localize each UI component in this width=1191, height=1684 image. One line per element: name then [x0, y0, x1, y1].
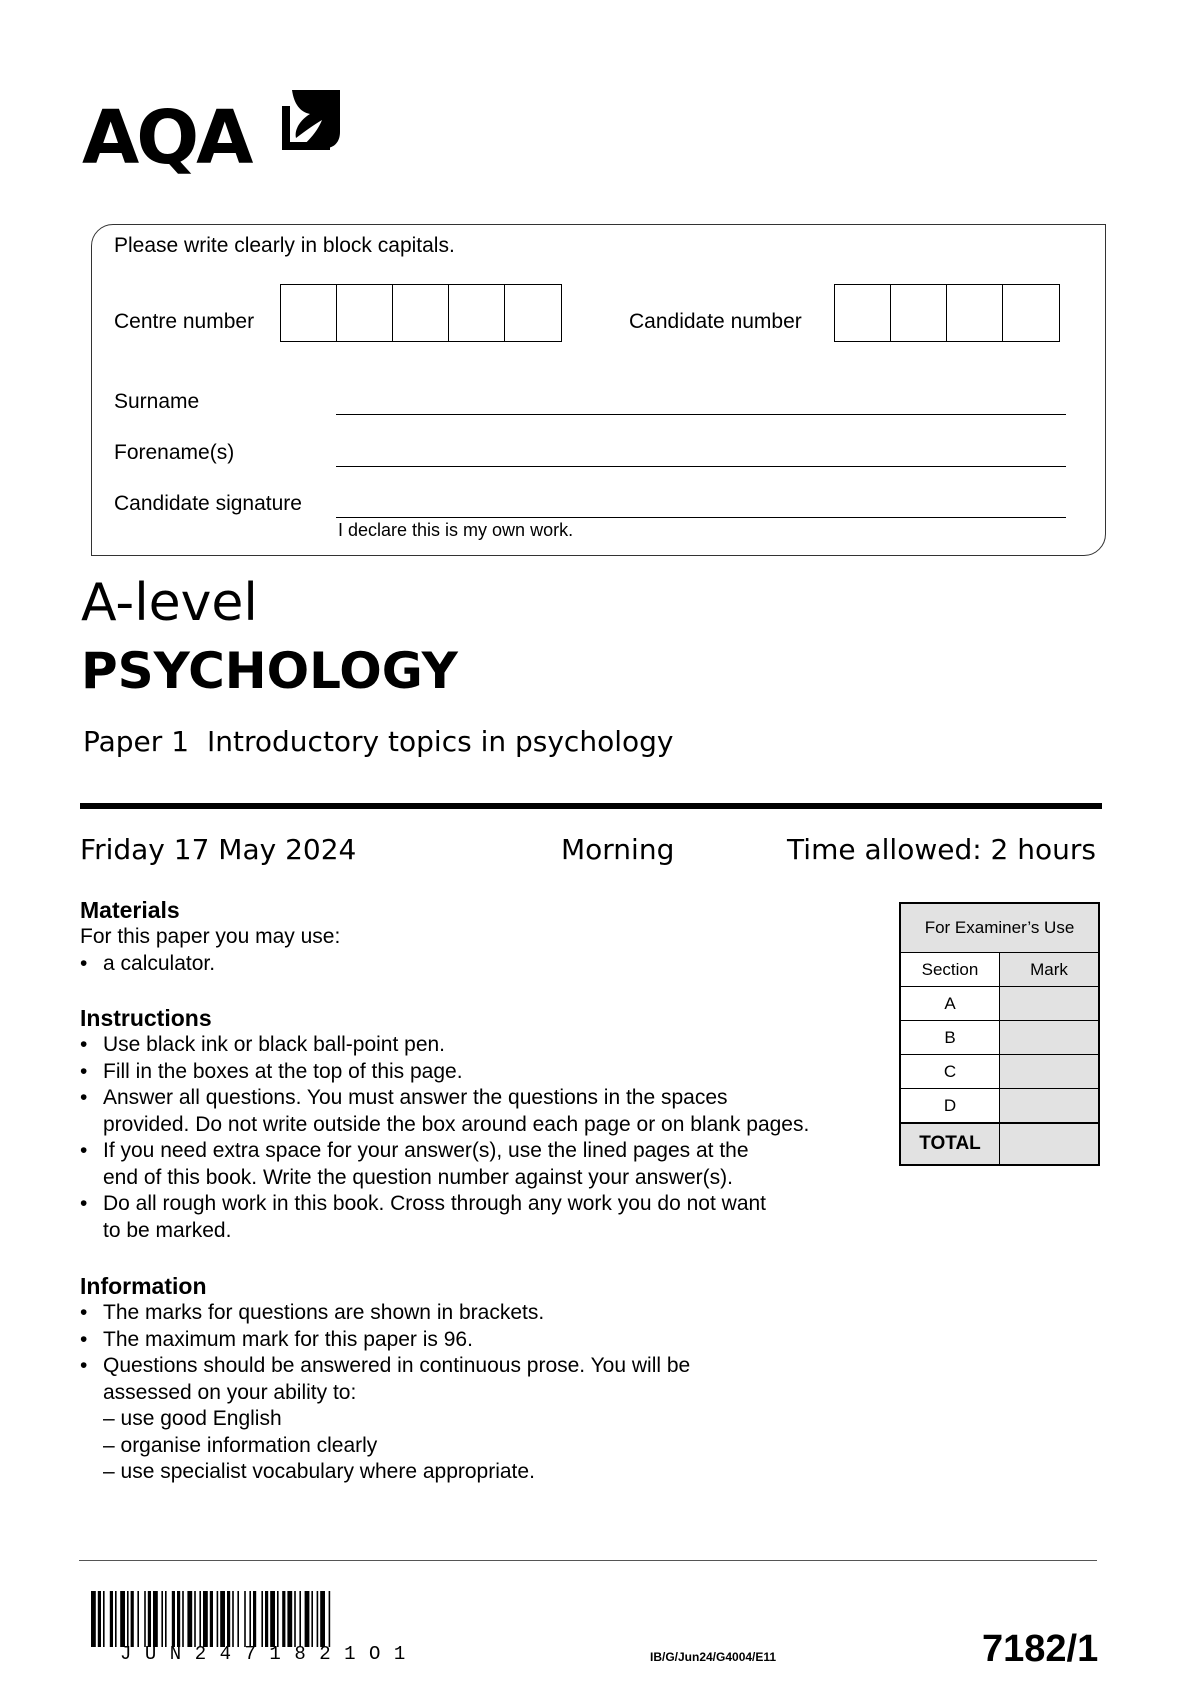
instructions-list: [80, 1032, 900, 1244]
paper-number: Paper 1: [83, 725, 190, 758]
section-column-header: Section: [901, 953, 1000, 986]
signature-label: Candidate signature: [114, 492, 302, 515]
subject-title: PSYCHOLOGY: [81, 642, 458, 700]
aqa-logo: [82, 88, 352, 188]
footer-divider: [79, 1560, 1097, 1561]
examiner-table-header-row: [901, 952, 1098, 986]
instructions-section: [80, 1004, 900, 1244]
logo-wordmark: AQA: [82, 95, 251, 181]
section-label: A: [901, 987, 1000, 1020]
exam-date: Friday 17 May 2024: [80, 833, 357, 866]
declaration-text: I declare this is my own work.: [338, 520, 574, 540]
mark-cell: [1000, 1055, 1098, 1088]
centre-number-label: Centre number: [114, 310, 255, 333]
surname-label: Surname: [114, 390, 200, 413]
mark-cell: [1000, 987, 1098, 1020]
materials-intro: For this paper you may use:: [80, 925, 341, 948]
centre-number-digit[interactable]: [393, 285, 449, 341]
total-row: [901, 1122, 1098, 1164]
signature-field[interactable]: [336, 517, 1066, 518]
candidate-number-digit[interactable]: [835, 285, 891, 341]
candidate-number-boxes[interactable]: [834, 284, 1060, 342]
materials-heading: Materials: [80, 897, 180, 923]
list-item: • Do all rough work in this book. Cross through any work you do not want to be marked.: [80, 1191, 900, 1244]
information-section: [80, 1272, 900, 1486]
list-item: • Fill in the boxes at the top of this page.: [80, 1059, 900, 1086]
forename-label: Forename(s): [114, 441, 235, 464]
total-mark-cell: [1000, 1124, 1098, 1164]
barcode-number: JUN2471821O1: [120, 1643, 419, 1665]
materials-list: [80, 951, 880, 978]
section-label: D: [901, 1089, 1000, 1122]
exam-session: Morning: [561, 833, 675, 866]
table-row: [901, 986, 1098, 1020]
table-row: [901, 1088, 1098, 1122]
mark-column-header: Mark: [1000, 953, 1098, 986]
candidate-number-label: Candidate number: [629, 310, 802, 333]
qualification-level: A-level: [81, 573, 258, 633]
candidate-number-digit[interactable]: [1003, 285, 1059, 341]
information-list: [80, 1300, 900, 1486]
centre-number-digit[interactable]: [337, 285, 393, 341]
section-label: C: [901, 1055, 1000, 1088]
candidate-number-digit[interactable]: [891, 285, 947, 341]
table-row: [901, 1054, 1098, 1088]
surname-field[interactable]: [336, 414, 1066, 415]
examiner-table-title: For Examiner’s Use: [901, 904, 1098, 952]
centre-number-boxes[interactable]: [280, 284, 562, 342]
instructions-heading: Instructions: [80, 1005, 212, 1031]
centre-number-digit[interactable]: [505, 285, 561, 341]
information-heading: Information: [80, 1273, 207, 1299]
list-item: • Use black ink or black ball-point pen.: [80, 1032, 900, 1059]
paper-code: 7182/1: [982, 1628, 1099, 1670]
table-row: [901, 1020, 1098, 1054]
list-item: • The maximum mark for this paper is 96.: [80, 1327, 900, 1354]
block-capitals-instruction: Please write clearly in block capitals.: [114, 234, 455, 257]
list-item: • a calculator.: [80, 951, 880, 978]
list-item: • Answer all questions. You must answer the questions in the spaces provided. Do not write outside the box around each page or on blank pages.: [80, 1085, 900, 1138]
title-divider: [80, 803, 1102, 809]
leaf-mark-icon: [282, 90, 344, 152]
centre-number-digit[interactable]: [449, 285, 505, 341]
forename-field[interactable]: [336, 466, 1066, 467]
time-allowed: Time allowed: 2 hours: [787, 833, 1096, 866]
total-label: TOTAL: [901, 1124, 1000, 1164]
list-item: • If you need extra space for your answer(s), use the lined pages at the end of this book. Write the question number against your answer(s).: [80, 1138, 900, 1191]
section-label: B: [901, 1021, 1000, 1054]
paper-topic: Introductory topics in psychology: [207, 725, 674, 758]
list-item: • The marks for questions are shown in brackets.: [80, 1300, 900, 1327]
mark-cell: [1000, 1021, 1098, 1054]
barcode-icon: [91, 1591, 476, 1647]
list-item: • Questions should be answered in continuous prose. You will be assessed on your ability to: – use good English – organise information clearly – use specialist vocabulary where appropriate.: [80, 1353, 900, 1486]
centre-number-digit[interactable]: [281, 285, 337, 341]
paper-title: [83, 722, 673, 762]
examiner-use-table: [899, 902, 1100, 1166]
mark-cell: [1000, 1089, 1098, 1122]
document-reference: IB/G/Jun24/G4004/E11: [650, 1650, 777, 1664]
candidate-number-digit[interactable]: [947, 285, 1003, 341]
materials-section: [80, 896, 880, 977]
